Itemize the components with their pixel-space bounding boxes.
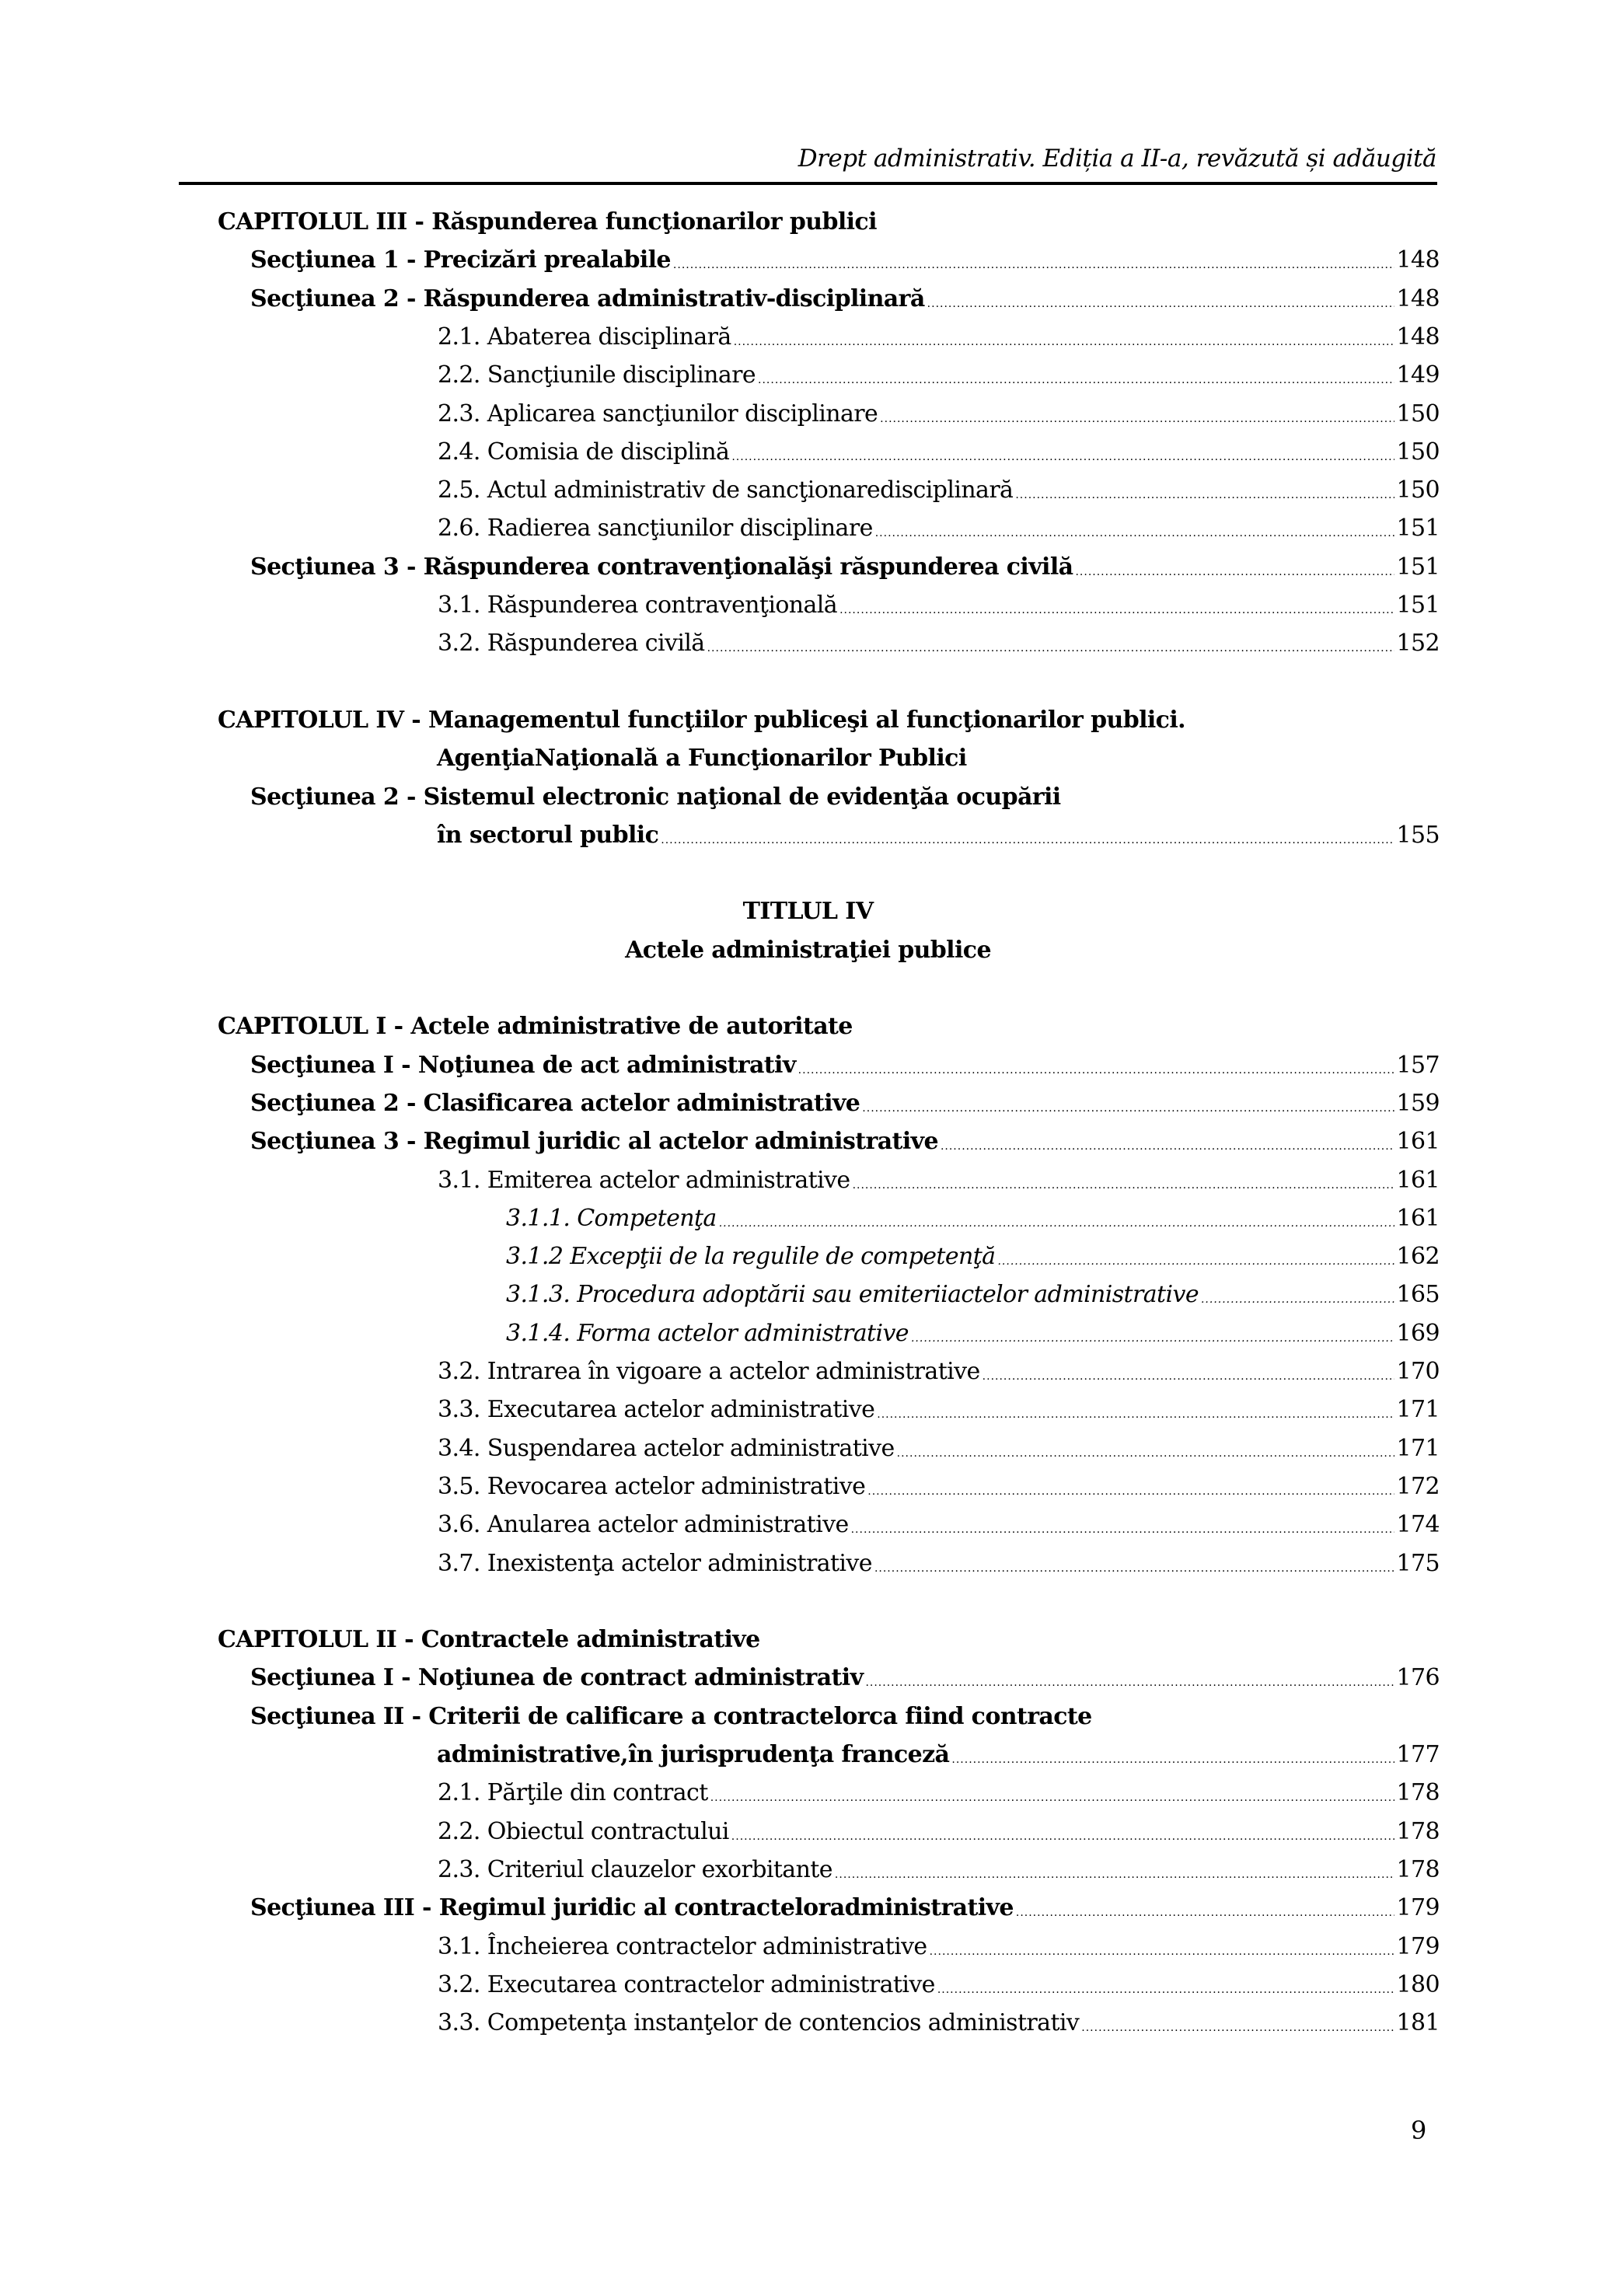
toc-entry-page: 177 — [1396, 1741, 1440, 1768]
toc-entry-label: 2.5. Actul administrativ de sancţionaredisciplinară — [438, 476, 1014, 504]
running-header-title: Drept administrativ. Ediția a II-a, revăzută și adăugită — [798, 145, 1436, 173]
section-entry[interactable] — [250, 1122, 1440, 1160]
dot-leader — [1081, 2022, 1394, 2042]
chapter-heading — [218, 1621, 760, 1659]
toc-entry-page: 161 — [1396, 1166, 1440, 1194]
dot-leader — [734, 337, 1394, 356]
subsection-entry[interactable] — [438, 356, 1440, 394]
subsection-entry[interactable] — [438, 1352, 1440, 1391]
dot-leader — [758, 375, 1394, 394]
dot-leader — [983, 1371, 1394, 1391]
subsection-entry[interactable] — [438, 1506, 1440, 1544]
toc-entry-page: 170 — [1396, 1358, 1440, 1385]
toc-entry-label: 3.1.4. Forma actelor administrative — [506, 1319, 909, 1347]
toc-entry-page: 178 — [1396, 1855, 1440, 1883]
section-entry — [250, 778, 1061, 816]
toc-entry-page: 161 — [1396, 1128, 1440, 1156]
toc-entry-label: 2.4. Comisia de disciplină — [438, 438, 730, 466]
subsection-entry[interactable] — [438, 1851, 1440, 1889]
chapter-heading — [218, 203, 877, 241]
toc-entry-page: 179 — [1396, 1932, 1440, 1960]
subsection-entry[interactable] — [506, 1314, 1440, 1352]
dot-leader — [661, 835, 1394, 854]
toc-entry-page: 179 — [1396, 1894, 1440, 1922]
subsection-entry[interactable] — [438, 471, 1440, 509]
toc-entry-label: CAPITOLUL I - Actele administrative de autoritate — [218, 1013, 853, 1041]
toc-entry-page: 171 — [1396, 1396, 1440, 1424]
header-rule — [179, 182, 1437, 185]
toc-entry-label: Secţiunea II - Criterii de calificare a contractelorca fiind contracte — [250, 1702, 1092, 1730]
toc-entry-label: 3.1. Emiterea actelor administrative — [438, 1166, 850, 1194]
dot-leader — [798, 1065, 1394, 1084]
toc-entry-page: 150 — [1396, 400, 1440, 427]
toc-entry-label: 3.6. Anularea actelor administrative — [438, 1511, 849, 1539]
toc-entry-label: 3.4. Suspendarea actelor administrative — [438, 1434, 895, 1462]
page-number: 9 — [1411, 2116, 1427, 2145]
section-entry[interactable] — [250, 1084, 1440, 1122]
dot-leader — [897, 1448, 1394, 1467]
toc-entry-page: 169 — [1396, 1319, 1440, 1347]
section-entry[interactable] — [250, 1659, 1440, 1697]
section-entry-continuation[interactable] — [437, 1736, 1440, 1774]
section-entry[interactable] — [250, 241, 1440, 279]
subsection-entry[interactable] — [438, 1467, 1440, 1506]
dot-leader — [835, 1869, 1394, 1889]
title-subheading: Actele administraţiei publice — [625, 936, 991, 964]
subsection-entry[interactable] — [438, 1161, 1440, 1199]
dot-leader — [1016, 1907, 1394, 1927]
subsection-entry[interactable] — [438, 1928, 1440, 1966]
dot-leader — [839, 605, 1394, 624]
subsection-entry[interactable] — [506, 1199, 1440, 1237]
toc-entry-page: 151 — [1396, 591, 1440, 619]
toc-entry-label: 3.2. Răspunderea civilă — [438, 630, 705, 658]
section-entry[interactable] — [250, 1046, 1440, 1084]
toc-entry-label: Secţiunea 3 - Răspunderea contravenţionalăşi răspunderea civilă — [250, 553, 1073, 581]
subsection-entry[interactable] — [438, 318, 1440, 356]
toc-entry-label: Secţiunea 2 - Sistemul electronic naţional de evidenţăa ocupării — [250, 783, 1061, 811]
toc-entry-page: 157 — [1396, 1051, 1440, 1079]
dot-leader — [875, 528, 1394, 547]
toc-entry-page: 175 — [1396, 1549, 1440, 1577]
toc-entry-page: 176 — [1396, 1664, 1440, 1692]
toc-entry-label: 3.2. Executarea contractelor administrative — [438, 1970, 935, 1998]
toc-entry-page: 151 — [1396, 515, 1440, 543]
chapter-heading — [218, 701, 1185, 739]
chapter-heading-continuation — [437, 739, 967, 777]
toc-entry-page: 178 — [1396, 1779, 1440, 1807]
toc-entry-label: 3.1.1. Competenţa — [506, 1204, 717, 1232]
dot-leader — [927, 298, 1394, 318]
dot-leader — [673, 260, 1394, 279]
subsection-entry[interactable] — [438, 2004, 1440, 2042]
toc-entry-label: Secţiunea III - Regimul juridic al contracteloradministrative — [250, 1894, 1014, 1922]
toc-entry-label: Secţiunea 2 - Clasificarea actelor administrative — [250, 1089, 860, 1117]
dot-leader — [1075, 567, 1394, 586]
subsection-entry[interactable] — [438, 624, 1440, 662]
toc-entry-label: AgenţiaNaţională a Funcţionarilor Publici — [437, 745, 967, 773]
subsection-entry[interactable] — [438, 1429, 1440, 1467]
dot-leader — [707, 643, 1394, 662]
title-heading: TITLUL IV — [742, 898, 874, 926]
toc-entry-label: 3.7. Inexistenţa actelor administrative — [438, 1549, 872, 1577]
toc-entry-label: administrative,în jurisprudenţa franceză — [437, 1741, 950, 1768]
subsection-entry[interactable] — [438, 1391, 1440, 1429]
subsection-entry[interactable] — [438, 1544, 1440, 1582]
subsection-entry[interactable] — [506, 1275, 1440, 1314]
dot-leader — [880, 413, 1394, 433]
dot-leader — [853, 1180, 1394, 1199]
toc-entry-page: 151 — [1396, 553, 1440, 581]
section-entry — [250, 1698, 1092, 1736]
toc-entry-label: 3.3. Competenţa instanţelor de contencios administrativ — [438, 2009, 1080, 2037]
toc-entry-page: 152 — [1396, 630, 1440, 658]
toc-entry-label: 2.3. Aplicarea sancţiunilor disciplinare — [438, 400, 878, 427]
subsection-entry[interactable] — [438, 1813, 1440, 1851]
section-entry-continuation[interactable] — [437, 816, 1440, 854]
dot-leader — [941, 1141, 1394, 1160]
dot-leader — [911, 1333, 1394, 1352]
toc-entry-label: 2.6. Radierea sancţiunilor disciplinare — [438, 515, 873, 543]
toc-entry-page: 180 — [1396, 1970, 1440, 1998]
dot-leader — [1015, 490, 1394, 509]
toc-entry-label: CAPITOLUL III - Răspunderea funcţionarilor publici — [218, 208, 877, 236]
subsection-entry[interactable] — [438, 509, 1440, 547]
subsection-entry[interactable] — [438, 395, 1440, 433]
toc-entry-page: 148 — [1396, 323, 1440, 351]
toc-entry-page: 174 — [1396, 1511, 1440, 1539]
dot-leader — [930, 1946, 1394, 1966]
toc-entry-label: 3.3. Executarea actelor administrative — [438, 1396, 875, 1424]
toc-entry-label: Secţiunea 2 - Răspunderea administrativ-disciplinară — [250, 284, 925, 312]
toc-entry-label: 3.1. Răspunderea contravenţională — [438, 591, 838, 619]
toc-entry-label: Secţiunea 3 - Regimul juridic al actelor administrative — [250, 1128, 938, 1156]
toc-entry-page: 150 — [1396, 438, 1440, 466]
toc-entry-label: în sectorul public — [437, 821, 659, 849]
toc-entry-page: 148 — [1396, 246, 1440, 274]
toc-entry-label: 2.3. Criteriul clauzelor exorbitante — [438, 1855, 832, 1883]
toc-entry-label: Secţiunea I - Noţiunea de contract administrativ — [250, 1664, 864, 1692]
toc-entry-label: 3.1.3. Procedura adoptării sau emiteriiactelor administrative — [506, 1281, 1199, 1309]
dot-leader — [731, 1831, 1394, 1851]
toc-entry-label: 3.2. Intrarea în vigoare a actelor administrative — [438, 1358, 980, 1385]
toc-entry-page: 178 — [1396, 1817, 1440, 1845]
toc-entry-label: 2.1. Părţile din contract — [438, 1779, 708, 1807]
section-entry[interactable] — [250, 280, 1440, 318]
toc-entry-label: CAPITOLUL IV - Managementul funcţiilor publiceşi al funcţionarilor publici. — [218, 706, 1185, 734]
toc-entry-page: 172 — [1396, 1472, 1440, 1500]
subsection-entry[interactable] — [438, 1966, 1440, 2004]
toc-entry-label: 3.5. Revocarea actelor administrative — [438, 1472, 866, 1500]
toc-entry-label: 2.2. Sancţiunile disciplinare — [438, 361, 756, 389]
toc-entry-page: 161 — [1396, 1204, 1440, 1232]
subsection-entry[interactable] — [438, 1774, 1440, 1812]
toc-entry-page: 181 — [1396, 2009, 1440, 2037]
toc-entry-page: 159 — [1396, 1089, 1440, 1117]
subsection-entry[interactable] — [506, 1237, 1440, 1275]
dot-leader — [862, 1103, 1394, 1122]
dot-leader — [867, 1486, 1394, 1506]
dot-leader — [937, 1984, 1394, 2004]
toc-entry-page: 162 — [1396, 1243, 1440, 1271]
dot-leader — [719, 1218, 1394, 1237]
toc-entry-page: 148 — [1396, 284, 1440, 312]
toc-entry-label: 2.2. Obiectul contractului — [438, 1817, 729, 1845]
subsection-entry[interactable] — [438, 586, 1440, 624]
toc-entry-label: CAPITOLUL II - Contractele administrative — [218, 1626, 760, 1654]
toc-entry-page: 155 — [1396, 821, 1440, 849]
toc-entry-page: 165 — [1396, 1281, 1440, 1309]
toc-entry-label: 2.1. Abaterea disciplinară — [438, 323, 731, 351]
dot-leader — [731, 452, 1394, 471]
section-entry[interactable] — [250, 548, 1440, 586]
dot-leader — [997, 1256, 1394, 1275]
toc-entry-label: 3.1.2 Excepţii de la regulile de competenţă — [506, 1243, 996, 1271]
toc-entry-page: 150 — [1396, 476, 1440, 504]
dot-leader — [1201, 1294, 1394, 1314]
toc-entry-page: 149 — [1396, 361, 1440, 389]
chapter-heading — [218, 1007, 853, 1045]
dot-leader — [851, 1524, 1394, 1544]
dot-leader — [710, 1792, 1394, 1812]
toc-entry-label: 3.1. Încheierea contractelor administrative — [438, 1932, 927, 1960]
dot-leader — [865, 1677, 1394, 1697]
subsection-entry[interactable] — [438, 433, 1440, 471]
dot-leader — [874, 1563, 1394, 1582]
toc-entry-label: Secţiunea 1 - Precizări prealabile — [250, 246, 671, 274]
dot-leader — [877, 1409, 1394, 1429]
toc-entry-label: Secţiunea I - Noţiunea de act administrativ — [250, 1051, 796, 1079]
toc-entry-page: 171 — [1396, 1434, 1440, 1462]
dot-leader — [951, 1754, 1394, 1774]
section-entry[interactable] — [250, 1889, 1440, 1927]
